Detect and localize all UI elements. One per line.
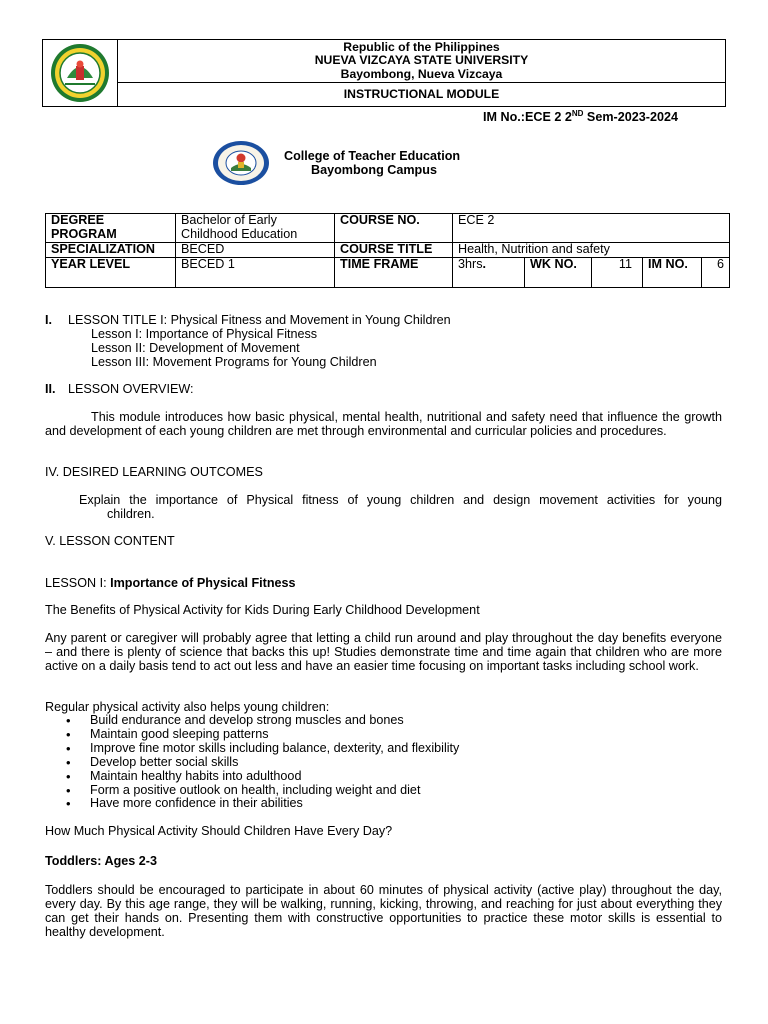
university-logo-cell — [43, 40, 118, 106]
header-module-title: INSTRUCTIONAL MODULE — [343, 87, 500, 101]
benefits-paragraph: Any parent or caregiver will probably agree that letting a child run around and play throughout the day benefits everyone – and there is plenty of science that backs this up! Studies demonstrate time and time again that children who are more active on a daily basis tend to act out less and have an easier time focusing on important tasks including school work. — [45, 631, 722, 673]
college-name: College of Teacher Education — [284, 149, 461, 163]
list-item: • Maintain healthy habits into adulthood — [66, 770, 459, 784]
header-module-row — [118, 83, 725, 106]
list-item: • Maintain good sleeping patterns — [66, 728, 459, 742]
section-1-number: I. — [45, 313, 52, 327]
im-no-value: 6 — [702, 257, 730, 287]
list-item: • Have more confidence in their abilities — [66, 797, 459, 811]
header-table — [42, 39, 726, 107]
im-number: IM No.:ECE 2 2ND Sem-2023-2024 — [483, 109, 678, 125]
degree-program-label: DEGREE PROGRAM — [46, 214, 176, 243]
header-university-name: NUEVA VIZCAYA STATE UNIVERSITY — [314, 53, 529, 68]
lesson-list-item: Lesson III: Movement Programs for Young Children — [91, 355, 377, 369]
university-seal-icon — [43, 40, 117, 106]
section-4-title: IV. DESIRED LEARNING OUTCOMES — [45, 465, 263, 479]
header-republic: Republic of the Philippines — [343, 40, 500, 54]
lesson-list-item: Lesson I: Importance of Physical Fitness — [91, 327, 318, 341]
week-no-label: WK NO. — [525, 257, 592, 287]
header-university-block — [118, 40, 725, 83]
specialization-label: SPECIALIZATION — [46, 243, 176, 258]
year-level-value: BECED 1 — [176, 257, 335, 287]
section-5-title: V. LESSON CONTENT — [45, 534, 175, 548]
specialization-value: BECED — [176, 243, 335, 258]
college-seal-icon — [212, 140, 270, 186]
section-2-number: II. — [45, 382, 56, 396]
outcomes-line-1: Explain the importance of Physical fitness of young children and design movement activities for young — [79, 493, 722, 507]
course-title-label: COURSE TITLE — [335, 243, 453, 258]
helps-intro: Regular physical activity also helps young children: — [45, 700, 330, 714]
degree-program-value: Bachelor of Early Childhood Education — [176, 214, 335, 243]
list-item: • Develop better social skills — [66, 756, 459, 770]
course-no-value: ECE 2 — [453, 214, 730, 243]
time-frame-label: TIME FRAME — [335, 257, 453, 287]
toddlers-heading: Toddlers: Ages 2-3 — [45, 854, 157, 868]
overview-paragraph: This module introduces how basic physical, mental health, nutritional and safety need that influence the growth and development of each young children are met through environmental and curricular policies and procedures. — [45, 410, 722, 438]
section-2-title: LESSON OVERVIEW: — [68, 382, 194, 396]
list-item: • Build endurance and develop strong muscles and bones — [66, 714, 459, 728]
lesson-1-heading: LESSON I: Importance of Physical Fitness — [45, 576, 296, 590]
header-location: Bayombong, Nueva Vizcaya — [340, 66, 503, 81]
week-no-value: 11 — [592, 257, 643, 287]
course-no-label: COURSE NO. — [335, 214, 453, 243]
section-1-title: LESSON TITLE I: Physical Fitness and Movement in Young Children — [68, 313, 451, 327]
year-level-label: YEAR LEVEL — [46, 257, 176, 287]
list-item: • Improve fine motor skills including balance, dexterity, and flexibility — [66, 742, 459, 756]
im-no-label: IM NO. — [643, 257, 702, 287]
benefits-list — [66, 714, 459, 811]
benefits-heading: The Benefits of Physical Activity for Kids During Early Childhood Development — [45, 603, 480, 617]
time-frame-value: 3hrs. — [453, 257, 525, 287]
activity-question: How Much Physical Activity Should Children Have Every Day? — [45, 824, 393, 838]
lesson-list-item: Lesson II: Development of Movement — [91, 341, 300, 355]
toddlers-paragraph: Toddlers should be encouraged to participate in about 60 minutes of physical activity (active play) throughout the day, every day. By this age range, they will be walking, running, kicking, throwing, and reaching for just about everything they can get their hands on. Presenting them with constructive opportunities to practice these motor skills is essential to healthy development. — [45, 883, 722, 939]
outcomes-line-2: children. — [107, 507, 155, 521]
list-item: • Form a positive outlook on health, including weight and diet — [66, 784, 459, 798]
college-campus: Bayombong Campus — [311, 163, 437, 177]
course-info-table — [45, 213, 730, 288]
course-title-value: Health, Nutrition and safety — [453, 243, 730, 258]
